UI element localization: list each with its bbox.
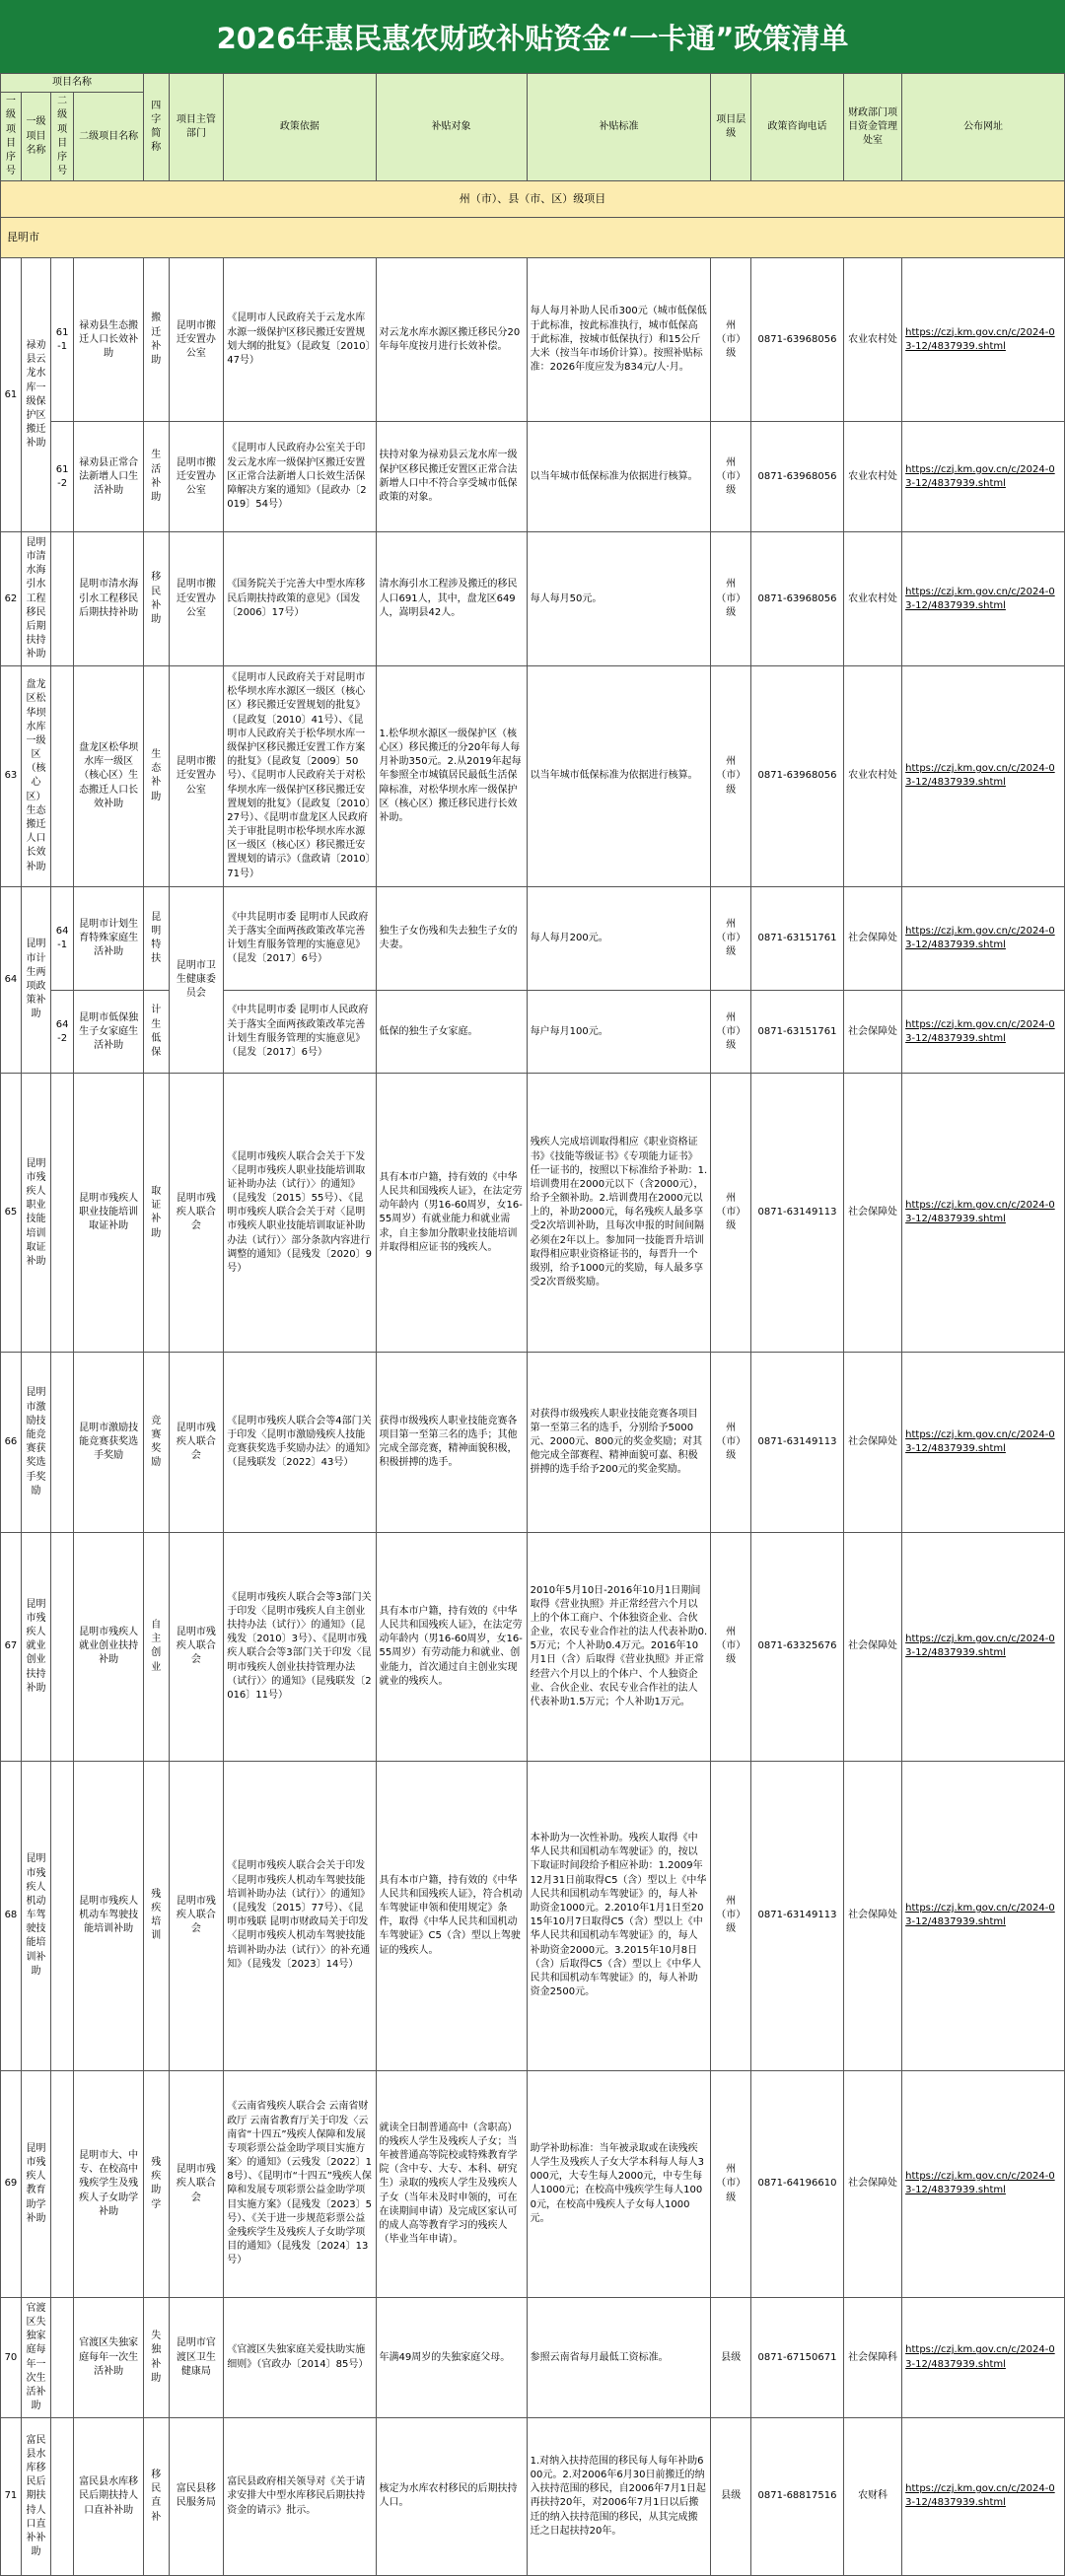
level2-name: 昆明市残疾人就业创业扶持补助 bbox=[74, 1532, 144, 1761]
policy-link[interactable]: https://czj.km.gov.cn/c/2024-03-12/4837939.shtml bbox=[902, 2417, 1065, 2575]
finance-dept: 社会保障处 bbox=[843, 1532, 901, 1761]
dept: 昆明市搬迁安置办公室 bbox=[169, 422, 224, 532]
level2-seq bbox=[51, 666, 74, 886]
finance-dept: 农业农村处 bbox=[843, 532, 901, 666]
table-row bbox=[1, 666, 1065, 886]
policy-link[interactable]: https://czj.km.gov.cn/c/2024-03-12/4837939.shtml bbox=[902, 1074, 1065, 1353]
finance-dept: 农财科 bbox=[843, 2417, 901, 2575]
level1-name: 盘龙区松华坝水库一级区（核心区）生态搬迁人口长效补助 bbox=[21, 666, 50, 886]
level: 州（市）级 bbox=[711, 258, 751, 422]
level2-seq: 64-2 bbox=[51, 991, 74, 1074]
header-finance-dept: 财政部门项目资金管理处室 bbox=[843, 74, 901, 181]
phone: 0871-63968056 bbox=[751, 532, 844, 666]
level1-name: 昆明市激励技能竞赛获奖选手奖励 bbox=[21, 1353, 50, 1533]
phone: 0871-64196610 bbox=[751, 2070, 844, 2298]
target: 核定为水库农村移民的后期扶持人口。 bbox=[376, 2417, 527, 2575]
level1-seq: 63 bbox=[1, 666, 22, 886]
table-row bbox=[1, 258, 1065, 422]
phone: 0871-63149113 bbox=[751, 1761, 844, 2070]
short-name: 移民补助 bbox=[144, 532, 170, 666]
table-row bbox=[1, 422, 1065, 532]
short-name: 计生低保 bbox=[144, 991, 170, 1074]
dept: 昆明市搬迁安置办公室 bbox=[169, 666, 224, 886]
policy-link[interactable]: https://czj.km.gov.cn/c/2024-03-12/4837939.shtml bbox=[902, 666, 1065, 886]
level2-seq bbox=[51, 2417, 74, 2575]
short-name: 昆明特扶 bbox=[144, 886, 170, 991]
short-name: 取证补助 bbox=[144, 1074, 170, 1353]
level1-name: 昆明市残疾人就业创业扶持补助 bbox=[21, 1532, 50, 1761]
header-dept: 项目主管部门 bbox=[169, 74, 224, 181]
standard: 2010年5月10日-2016年10月1日期间取得《营业执照》并正常经营六个月以上的个体工商户、个体独资企业、合伙企业，农民专业合作社的法人代表补助0.5万元；个人补助0.4万元。2016年10月1日（含）后取得《营业执照》并正常经营六个月以上的个体户、个人独资企业、合伙企业、农民专业合作社的法人代表补助1.5万元；个人补助1万元。 bbox=[527, 1532, 711, 1761]
level2-seq: 61-2 bbox=[51, 422, 74, 532]
phone: 0871-63151761 bbox=[751, 886, 844, 991]
table-row bbox=[1, 2070, 1065, 2298]
policy-link[interactable]: https://czj.km.gov.cn/c/2024-03-12/4837939.shtml bbox=[902, 532, 1065, 666]
level: 州（市）级 bbox=[711, 1353, 751, 1533]
dept: 昆明市搬迁安置办公室 bbox=[169, 532, 224, 666]
short-name: 自主创业 bbox=[144, 1532, 170, 1761]
header-level: 项目层级 bbox=[711, 74, 751, 181]
level2-seq: 61-1 bbox=[51, 258, 74, 422]
table-row bbox=[1, 532, 1065, 666]
finance-dept: 农业农村处 bbox=[843, 258, 901, 422]
basis: 《昆明市残疾人联合会等4部门关于印发〈昆明市激励残疾人技能竞赛获奖选手奖励办法〉的通知》（昆残联发〔2022〕43号） bbox=[224, 1353, 376, 1533]
standard: 每人每月50元。 bbox=[527, 532, 711, 666]
table-row bbox=[1, 2298, 1065, 2418]
level1-seq: 69 bbox=[1, 2070, 22, 2298]
finance-dept: 社会保障处 bbox=[843, 886, 901, 991]
target: 年满49周岁的失独家庭父母。 bbox=[376, 2298, 527, 2418]
target: 对云龙水库水源区搬迁移民分20年每年度按月进行长效补偿。 bbox=[376, 258, 527, 422]
finance-dept: 社会保障科 bbox=[843, 2298, 901, 2418]
table-row bbox=[1, 2417, 1065, 2575]
target: 低保的独生子女家庭。 bbox=[376, 991, 527, 1074]
header-level1-name: 一级项目名称 bbox=[21, 93, 50, 181]
level1-seq: 61 bbox=[1, 258, 22, 532]
level1-seq: 62 bbox=[1, 532, 22, 666]
policy-link[interactable]: https://czj.km.gov.cn/c/2024-03-12/4837939.shtml bbox=[902, 2298, 1065, 2418]
level-band: 州（市）、县（市、区）级项目 bbox=[1, 181, 1065, 218]
header-level2-seq: 二级项目序号 bbox=[51, 93, 74, 181]
level2-name: 禄劝县正常合法新增人口生活补助 bbox=[74, 422, 144, 532]
header-project-name: 项目名称 bbox=[1, 74, 144, 93]
level: 州（市）级 bbox=[711, 1761, 751, 2070]
standard: 本补助为一次性补助。残疾人取得《中华人民共和国机动车驾驶证》的，按以下取证时间段给予相应补助：1.2009年12月31日前取得C5（含）型以上《中华人民共和国机动车驾驶证》的，每人补助资金1000元。2.2010年1月1日至2015年10月7日取得C5（含）型以上《中华人民共和国机动车驾驶证》的，每人补助资金2000元。3.2015年10月8日（含）后取得C5（含）型以上《中华人民共和国机动车驾驶证》的，每人补助资金2500元。 bbox=[527, 1761, 711, 2070]
header-short-name: 四字简称 bbox=[144, 74, 170, 181]
short-name: 生态补助 bbox=[144, 666, 170, 886]
table-row bbox=[1, 1532, 1065, 1761]
dept: 昆明市残疾人联合会 bbox=[169, 1353, 224, 1533]
level1-seq: 70 bbox=[1, 2298, 22, 2418]
level2-name: 昆明市大、中专、在校高中残疾学生及残疾人子女助学补助 bbox=[74, 2070, 144, 2298]
level2-seq bbox=[51, 1353, 74, 1533]
level: 县级 bbox=[711, 2298, 751, 2418]
level2-name: 昆明市残疾人机动车驾驶技能培训补助 bbox=[74, 1761, 144, 2070]
level1-name: 富民县水库移民后期扶持人口直补补助 bbox=[21, 2417, 50, 2575]
target: 具有本市户籍，持有效的《中华人民共和国残疾人证》，在法定劳动年龄内（男16-60周岁，女16-55周岁）有劳动能力和就业、创业能力，首次通过自主创业实现就业的残疾人。 bbox=[376, 1532, 527, 1761]
phone: 0871-63325676 bbox=[751, 1532, 844, 1761]
basis: 《国务院关于完善大中型水库移民后期扶持政策的意见》（国发〔2006〕17号） bbox=[224, 532, 376, 666]
header-basis: 政策依据 bbox=[224, 74, 376, 181]
standard: 对获得市级残疾人职业技能竞赛各项目第一至第三名的选手，分别给予5000元、2000元、800元的奖金奖励；对其他完成全部赛程、精神面貌可嘉、积极拼搏的选手给予200元的奖金奖励。 bbox=[527, 1353, 711, 1533]
header-phone: 政策咨询电话 bbox=[751, 74, 844, 181]
target: 独生子女伤残和失去独生子女的夫妻。 bbox=[376, 886, 527, 991]
basis: 《中共昆明市委 昆明市人民政府关于落实全面两孩政策改革完善计划生育服务管理的实施意见》（昆发〔2017〕6号） bbox=[224, 991, 376, 1074]
table-row bbox=[1, 1074, 1065, 1353]
finance-dept: 社会保障处 bbox=[843, 1353, 901, 1533]
policy-link[interactable]: https://czj.km.gov.cn/c/2024-03-12/4837939.shtml bbox=[902, 2070, 1065, 2298]
policy-link[interactable]: https://czj.km.gov.cn/c/2024-03-12/4837939.shtml bbox=[902, 422, 1065, 532]
dept: 昆明市残疾人联合会 bbox=[169, 1532, 224, 1761]
dept: 昆明市官渡区卫生健康局 bbox=[169, 2298, 224, 2418]
short-name: 移民直补 bbox=[144, 2417, 170, 2575]
finance-dept: 社会保障处 bbox=[843, 1074, 901, 1353]
standard: 每人每月补助人民币300元（城市低保低于此标准，按此标准执行，城市低保高于此标准，按城市低保执行）和15公斤大米（按当年市场价计算）。按照补贴标准：2026年度应发为834元/人·月。 bbox=[527, 258, 711, 422]
level2-name: 昆明市清水海引水工程移民后期扶持补助 bbox=[74, 532, 144, 666]
phone: 0871-63968056 bbox=[751, 422, 844, 532]
basis: 《昆明市人民政府关于云龙水库水源一级保护区移民搬迁安置规划大纲的批复》（昆政复〔2010〕47号） bbox=[224, 258, 376, 422]
basis: 富民县政府相关领导对《关于请求安排大中型水库移民后期扶持资金的请示》批示。 bbox=[224, 2417, 376, 2575]
header-standard: 补贴标准 bbox=[527, 74, 711, 181]
level2-name: 昆明市计划生育特殊家庭生活补助 bbox=[74, 886, 144, 991]
level: 州（市）级 bbox=[711, 666, 751, 886]
level2-name: 昆明市低保独生子女家庭生活补助 bbox=[74, 991, 144, 1074]
target: 扶持对象为禄劝县云龙水库一级保护区移民搬迁安置区正常合法新增人口中不符合享受城市低保政策的对象。 bbox=[376, 422, 527, 532]
dept: 昆明市残疾人联合会 bbox=[169, 1074, 224, 1353]
city-band: 昆明市 bbox=[1, 218, 1065, 258]
finance-dept: 社会保障处 bbox=[843, 2070, 901, 2298]
short-name: 残疾培训 bbox=[144, 1761, 170, 2070]
phone: 0871-63149113 bbox=[751, 1353, 844, 1533]
policy-link[interactable]: https://czj.km.gov.cn/c/2024-03-12/4837939.shtml bbox=[902, 991, 1065, 1074]
header-url: 公布网址 bbox=[902, 74, 1065, 181]
basis: 《昆明市残疾人联合会关于印发〈昆明市残疾人机动车驾驶技能培训补助办法（试行）〉的通知》（昆残发〔2015〕77号）、《昆明市残联 昆明市财政局关于印发〈昆明市残疾人机动车驾驶技能培训补助办法（试行）〉的补充通知》（昆残发〔2023〕14号） bbox=[224, 1761, 376, 2070]
level1-name: 禄劝县云龙水库一级保护区搬迁补助 bbox=[21, 258, 50, 532]
short-name: 残疾助学 bbox=[144, 2070, 170, 2298]
dept: 富民县移民服务局 bbox=[169, 2417, 224, 2575]
level2-name: 昆明市残疾人职业技能培训取证补助 bbox=[74, 1074, 144, 1353]
level: 县级 bbox=[711, 2417, 751, 2575]
basis: 《官渡区失独家庭关爱扶助实施细则》（官政办〔2014〕85号） bbox=[224, 2298, 376, 2418]
level2-seq: 64-1 bbox=[51, 886, 74, 991]
finance-dept: 社会保障处 bbox=[843, 1761, 901, 2070]
basis: 《云南省残疾人联合会 云南省财政厅 云南省教育厅关于印发〈云南省“十四五”残疾人保障和发展专项彩票公益金助学项目实施方案〉的通知》（云残发〔2022〕18号）、《昆明市“十四五”残疾人保障和发展专项彩票公益金助学项目实施方案》（昆残发〔2023〕5号）、《关于进一步规范彩票公益金残疾学生及残疾人子女助学项目的通知》（昆残发〔2024〕13号） bbox=[224, 2070, 376, 2298]
target: 获得市级残疾人职业技能竞赛各项目第一至第三名的选手；其他完成全部竞赛，精神面貌积极，积极拼搏的选手。 bbox=[376, 1353, 527, 1533]
short-name: 失独补助 bbox=[144, 2298, 170, 2418]
short-name: 生活补助 bbox=[144, 422, 170, 532]
policy-link[interactable]: https://czj.km.gov.cn/c/2024-03-12/4837939.shtml bbox=[902, 1761, 1065, 2070]
level1-name: 昆明市残疾人职业技能培训取证补助 bbox=[21, 1074, 50, 1353]
standard: 1.对纳入扶持范围的移民每人每年补助600元。2.对2006年6月30日前搬迁的纳入扶持范围的移民，自2006年7月1日起再扶持20年，对2006年7月1日以后搬迁的纳入扶持范围的移民，从其完成搬迁之日起扶持20年。 bbox=[527, 2417, 711, 2575]
level: 州（市）级 bbox=[711, 991, 751, 1074]
phone: 0871-63151761 bbox=[751, 991, 844, 1074]
header-level2-name: 二级项目名称 bbox=[74, 93, 144, 181]
policy-link[interactable]: https://czj.km.gov.cn/c/2024-03-12/4837939.shtml bbox=[902, 886, 1065, 991]
level1-seq: 71 bbox=[1, 2417, 22, 2575]
level: 州（市）级 bbox=[711, 422, 751, 532]
level1-name: 官渡区失独家庭每年一次生活补助 bbox=[21, 2298, 50, 2418]
level: 州（市）级 bbox=[711, 886, 751, 991]
level2-seq bbox=[51, 1074, 74, 1353]
target: 具有本市户籍，持有效的《中华人民共和国残疾人证》，符合机动车驾驶证申领和使用规定》条件，取得《中华人民共和国机动车驾驶证》C5（含）型以上驾驶证的残疾人。 bbox=[376, 1761, 527, 2070]
level1-name: 昆明市残疾人机动车驾驶技能培训补助 bbox=[21, 1761, 50, 2070]
header-target: 补贴对象 bbox=[376, 74, 527, 181]
level1-seq: 65 bbox=[1, 1074, 22, 1353]
table-row bbox=[1, 991, 1065, 1074]
header-level1-seq: 一级项目序号 bbox=[1, 93, 22, 181]
level2-seq bbox=[51, 532, 74, 666]
policy-link[interactable]: https://czj.km.gov.cn/c/2024-03-12/4837939.shtml bbox=[902, 258, 1065, 422]
standard: 残疾人完成培训取得相应《职业资格证书》《技能等级证书》《专项能力证书》任一证书的，按照以下标准给予补助：1.培训费用在2000元以下（含2000元），给予全额补助。2.培训费用在2000元以上的，补助2000元，每名残疾人最多享受2次培训补助，且每次申报的时间间隔必须在2年以上。参加同一技能晋升培训取得相应职业资格证书的，每晋升一个级别，给予1000元的奖励，每人最多享受2次晋级奖励。 bbox=[527, 1074, 711, 1353]
basis: 《昆明市人民政府关于对昆明市松华坝水库水源区一级区（核心区）移民搬迁安置规划的批复》（昆政复〔2010〕41号）、《昆明市人民政府关于松华坝水库一级保护区移民搬迁安置工作方案的批复》（昆政复〔2009〕50号）、《昆明市人民政府关于对松华坝水库一级保护区移民搬迁安置规划的批复》（昆政复〔2010〕27号）、《昆明市盘龙区人民政府关于审批昆明市松华坝水库水源区一级区（核心区）移民搬迁安置规划的请示》（盘政请〔2010〕71号） bbox=[224, 666, 376, 886]
standard: 以当年城市低保标准为依据进行核算。 bbox=[527, 666, 711, 886]
level2-name: 富民县水库移民后期扶持人口直补补助 bbox=[74, 2417, 144, 2575]
phone: 0871-63149113 bbox=[751, 1074, 844, 1353]
target: 就读全日制普通高中（含职高）的残疾人学生及残疾人子女；当年被普通高等院校或特殊教育学院（含中专、大专、本科、研究生）录取的残疾人学生及残疾人子女（当年未及时申领的，可在在读期间申请）及完成区家认可的成人高等教育学习的残疾人（毕业当年申请）。 bbox=[376, 2070, 527, 2298]
dept: 昆明市卫生健康委员会 bbox=[169, 886, 224, 1074]
level2-name: 盘龙区松华坝水库一级区（核心区）生态搬迁人口长效补助 bbox=[74, 666, 144, 886]
finance-dept: 农业农村处 bbox=[843, 666, 901, 886]
short-name: 搬迁补助 bbox=[144, 258, 170, 422]
dept: 昆明市残疾人联合会 bbox=[169, 1761, 224, 2070]
level1-name: 昆明市清水海引水工程移民后期扶持补助 bbox=[21, 532, 50, 666]
dept: 昆明市残疾人联合会 bbox=[169, 2070, 224, 2298]
standard: 助学补助标准：当年被录取或在读残疾人学生及残疾人子女大学本科每人每人3000元，大专生每人2000元，中专生每人1000元；在校高中残疾学生每人1000元，在校高中残疾人子女每人1000元。 bbox=[527, 2070, 711, 2298]
standard: 每人每月200元。 bbox=[527, 886, 711, 991]
finance-dept: 农业农村处 bbox=[843, 422, 901, 532]
level2-name: 昆明市激励技能竞赛获奖选手奖励 bbox=[74, 1353, 144, 1533]
standard: 以当年城市低保标准为依据进行核算。 bbox=[527, 422, 711, 532]
phone: 0871-68817516 bbox=[751, 2417, 844, 2575]
level1-seq: 64 bbox=[1, 886, 22, 1074]
page-title: 2026年惠民惠农财政补贴资金“一卡通”政策清单 bbox=[0, 0, 1065, 73]
standard: 参照云南省每月最低工资标准。 bbox=[527, 2298, 711, 2418]
level2-seq bbox=[51, 2298, 74, 2418]
level: 州（市）级 bbox=[711, 2070, 751, 2298]
level2-name: 禄劝县生态搬迁人口长效补助 bbox=[74, 258, 144, 422]
phone: 0871-63968056 bbox=[751, 666, 844, 886]
table-row bbox=[1, 1761, 1065, 2070]
finance-dept: 社会保障处 bbox=[843, 991, 901, 1074]
basis: 《昆明市残疾人联合会关于下发〈昆明市残疾人职业技能培训取证补助办法（试行）〉的通知》（昆残发〔2015〕55号）、《昆明市残疾人联合会关于对〈昆明市残疾人职业技能培训取证补助办法（试行）〉部分条款内容进行调整的通知》（昆残发〔2020〕9号） bbox=[224, 1074, 376, 1353]
policy-link[interactable]: https://czj.km.gov.cn/c/2024-03-12/4837939.shtml bbox=[902, 1532, 1065, 1761]
short-name: 竞赛奖励 bbox=[144, 1353, 170, 1533]
level: 州（市）级 bbox=[711, 1074, 751, 1353]
phone: 0871-67150671 bbox=[751, 2298, 844, 2418]
level1-name: 昆明市残疾人教育助学补助 bbox=[21, 2070, 50, 2298]
standard: 每户每月100元。 bbox=[527, 991, 711, 1074]
level1-seq: 68 bbox=[1, 1761, 22, 2070]
level1-name: 昆明市计生两项政策补助 bbox=[21, 886, 50, 1074]
table-row bbox=[1, 886, 1065, 991]
dept: 昆明市搬迁安置办公室 bbox=[169, 258, 224, 422]
level2-seq bbox=[51, 1532, 74, 1761]
target: 清水海引水工程涉及搬迁的移民人口691人，其中，盘龙区649人，嵩明县42人。 bbox=[376, 532, 527, 666]
level2-seq bbox=[51, 2070, 74, 2298]
target: 1.松华坝水源区一级保护区（核心区）移民搬迁的分20年每人每月补助350元。2.从2019年起每年参照全市城镇居民最低生活保障标准，对松华坝水库一级保护区（核心区）搬迁移民进行长效补助。 bbox=[376, 666, 527, 886]
level1-seq: 67 bbox=[1, 1532, 22, 1761]
level: 州（市）级 bbox=[711, 1532, 751, 1761]
level1-seq: 66 bbox=[1, 1353, 22, 1533]
policy-link[interactable]: https://czj.km.gov.cn/c/2024-03-12/4837939.shtml bbox=[902, 1353, 1065, 1533]
phone: 0871-63968056 bbox=[751, 258, 844, 422]
level: 州（市）级 bbox=[711, 532, 751, 666]
level2-seq bbox=[51, 1761, 74, 2070]
level2-name: 官渡区失独家庭每年一次生活补助 bbox=[74, 2298, 144, 2418]
table-row bbox=[1, 1353, 1065, 1533]
basis: 《昆明市残疾人联合会等3部门关于印发〈昆明市残疾人自主创业扶持办法（试行）〉的通知》（昆残发〔2010〕3号）、《昆明市残疾人联合会等3部门关于印发〈昆明市残疾人创业扶持管理办法（试行）〉的通知》（昆残联发〔2016〕11号） bbox=[224, 1532, 376, 1761]
target: 具有本市户籍，持有效的《中华人民共和国残疾人证》，在法定劳动年龄内（男16-60周岁，女16-55周岁）有就业能力和就业需求，自主参加分散职业技能培训并取得相应证书的残疾人。 bbox=[376, 1074, 527, 1353]
basis: 《昆明市人民政府办公室关于印发云龙水库一级保护区搬迁安置区正常合法新增人口长效生活保障解决方案的通知》（昆政办〔2019〕54号） bbox=[224, 422, 376, 532]
basis: 《中共昆明市委 昆明市人民政府关于落实全面两孩政策改革完善计划生育服务管理的实施意见》（昆发〔2017〕6号） bbox=[224, 886, 376, 991]
policy-table bbox=[0, 73, 1065, 2576]
